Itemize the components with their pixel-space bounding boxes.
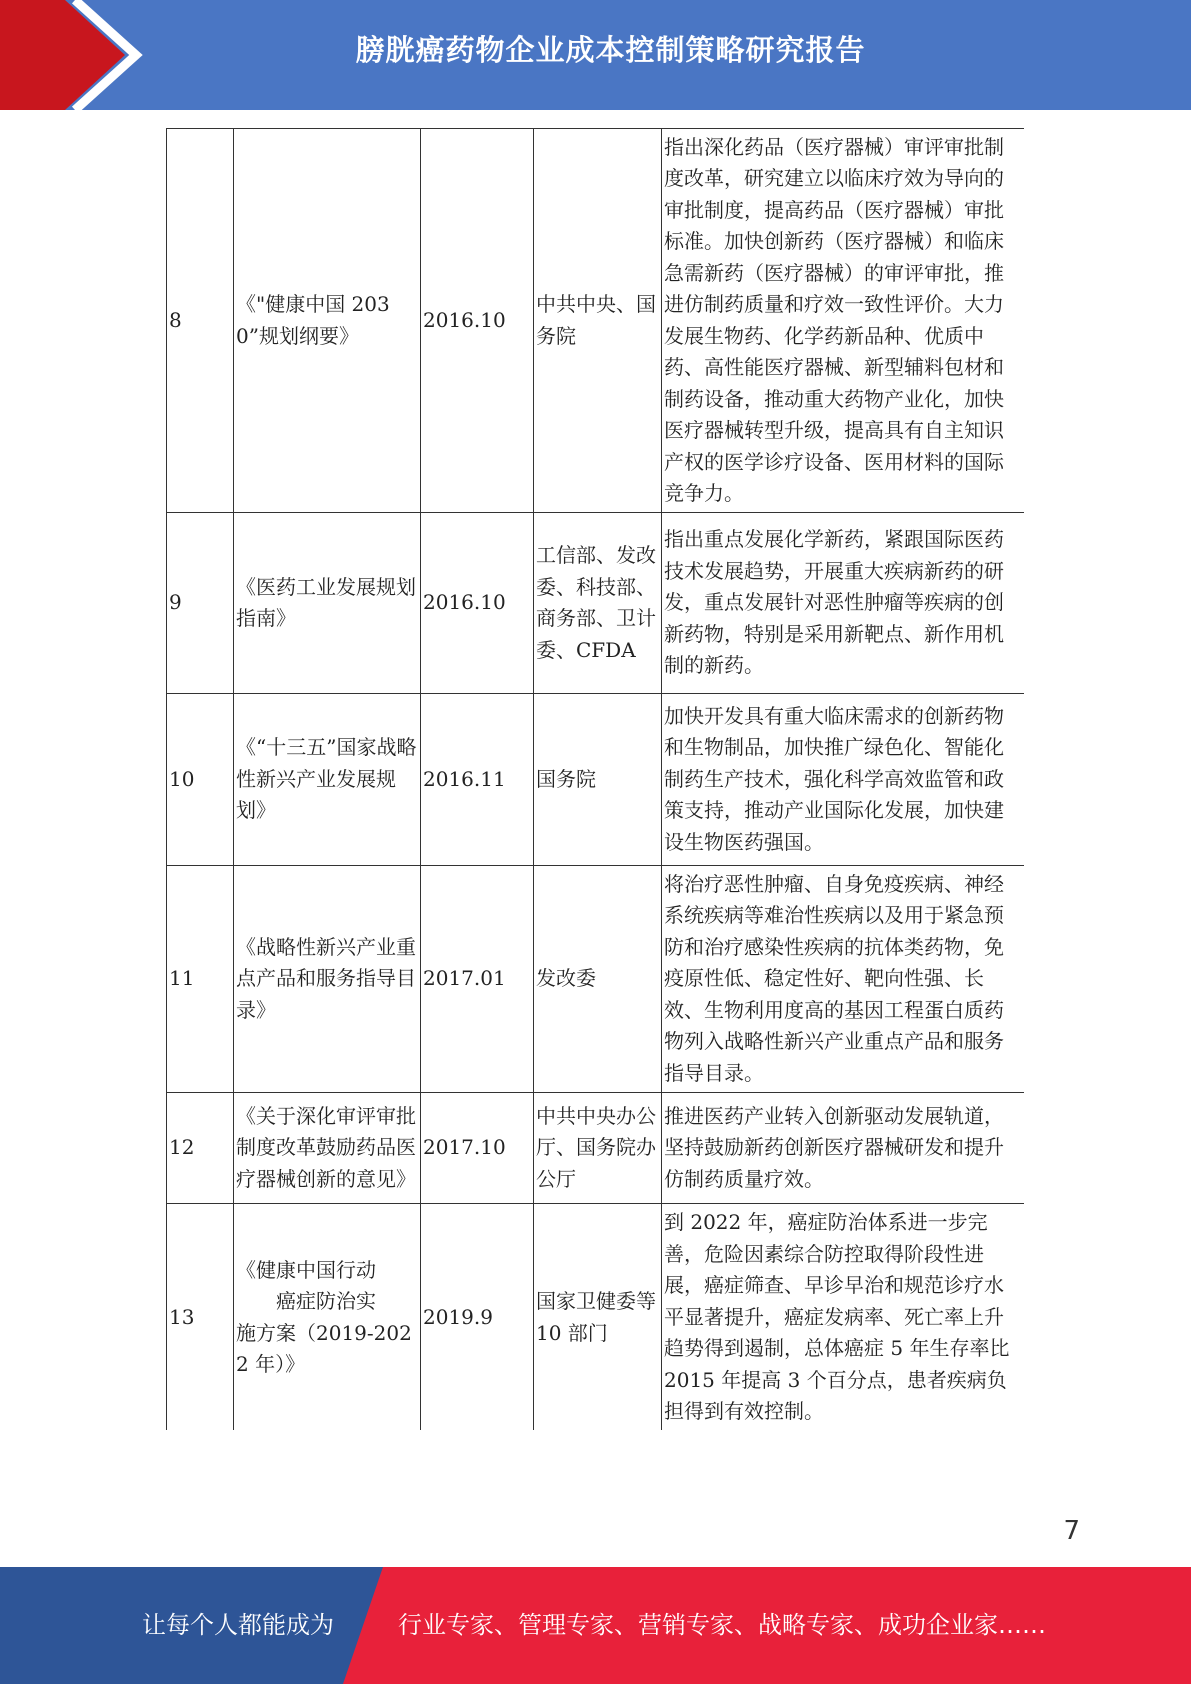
issuing-department: 中共中央、国务院: [534, 129, 662, 513]
table-row: [167, 1093, 1025, 1204]
issuing-department: 中共中央办公厅、国务院办公厅: [534, 1093, 662, 1204]
page-header: [0, 0, 1191, 110]
issuing-department: 国务院: [534, 694, 662, 866]
policy-table-container: [166, 128, 1024, 1430]
policy-date: 2016.10: [421, 129, 534, 513]
issuing-department: 国家卫健委等 10 部门: [534, 1204, 662, 1431]
policy-title: 《关于深化审评审批制度改革鼓励药品医疗器械创新的意见》: [236, 1103, 416, 1191]
policy-title: 《医药工业发展规划指南》: [234, 513, 421, 694]
row-number: 10: [167, 694, 234, 866]
row-number: 8: [167, 129, 234, 513]
row-number: 13: [167, 1204, 234, 1431]
table-row: [167, 866, 1025, 1093]
issuing-department: 发改委: [534, 866, 662, 1093]
table-row: [167, 513, 1025, 694]
policy-title: 《"健康中国 2030”规划纲要》: [234, 129, 421, 513]
policy-date: 2017.10: [421, 1093, 534, 1204]
row-number: 9: [167, 513, 234, 694]
table-row: [167, 694, 1025, 866]
policy-date: 2016.10: [421, 513, 534, 694]
row-number: 12: [167, 1093, 234, 1204]
table-row: [167, 129, 1025, 513]
policy-content: 将治疗恶性肿瘤、自身免疫疾病、神经系统疾病等难治性疾病以及用于紧急预防和治疗感染性疾病的抗体类药物，免疫原性低、稳定性好、靶向性强、长效、生物利用度高的基因工程蛋白质药物列入战略性新兴产业重点产品和服务指导目录。: [662, 866, 1025, 1093]
footer-slogan-right: 行业专家、管理专家、营销专家、战略专家、成功企业家……: [398, 1611, 1046, 1639]
policy-content: 指出重点发展化学新药，紧跟国际医药技术发展趋势，开展重大疾病新药的研发，重点发展针对恶性肿瘤等疾病的创新药物，特别是采用新靶点、新作用机制的新药。: [662, 513, 1025, 694]
policy-title-line: 癌症防治实: [276, 1289, 376, 1313]
table-row: [167, 1204, 1025, 1431]
policy-date: 2017.01: [421, 866, 534, 1093]
page-footer: [0, 1567, 1191, 1684]
policy-content: 推进医药产业转入创新驱动发展轨道，坚持鼓励新药创新医疗器械研发和提升仿制药质量疗效。: [662, 1093, 1025, 1204]
page-number: 7: [1063, 1516, 1080, 1546]
report-title: 膀胱癌药物企业成本控制策略研究报告: [355, 33, 866, 67]
issuing-department: 工信部、发改委、科技部、商务部、卫计委、CFDA: [534, 513, 662, 694]
policy-title-line: 施方案（2019-2022 年）》: [236, 1320, 412, 1376]
policy-content: 到 2022 年，癌症防治体系进一步完善，危险因素综合防控取得阶段性进展，癌症筛查、早诊早治和规范诊疗水平显著提升，癌症发病率、死亡率上升趋势得到遏制，总体癌症 5 年生存率比 2015 年提高 3 个百分点，患者疾病负担得到有效控制。: [662, 1204, 1025, 1431]
policy-title-cell: [234, 1093, 421, 1204]
policy-title-cell: [234, 1204, 421, 1431]
policy-date: 2019.9: [421, 1204, 534, 1431]
policy-title-clip: [236, 1094, 418, 1202]
policy-title: 《“十三五”国家战略性新兴产业发展规划》: [234, 694, 421, 866]
policy-title-line: 《健康中国行动: [236, 1257, 376, 1282]
policy-content: 加快开发具有重大临床需求的创新药物和生物制品，加快推广绿色化、智能化制药生产技术，强化科学高效监管和政策支持，推动产业国际化发展，加快建设生物医药强国。: [662, 694, 1025, 866]
policy-content: 指出深化药品（医疗器械）审评审批制度改革，研究建立以临床疗效为导向的审批制度，提高药品（医疗器械）审批标准。加快创新药（医疗器械）和临床急需新药（医疗器械）的审评审批，推进仿制药质量和疗效一致性评价。大力发展生物药、化学药新品种、优质中药、高性能医疗器械、新型辅料包材和制药设备，推动重大药物产业化，加快医疗器械转型升级，提高具有自主知识产权的医学诊疗设备、医用材料的国际竞争力。: [662, 129, 1025, 513]
policy-title: 《战略性新兴产业重点产品和服务指导目录》: [234, 866, 421, 1093]
policy-date: 2016.11: [421, 694, 534, 866]
policy-table: [166, 128, 1024, 1430]
row-number: 11: [167, 866, 234, 1093]
footer-slogan-left: 让每个人都能成为: [142, 1611, 334, 1639]
